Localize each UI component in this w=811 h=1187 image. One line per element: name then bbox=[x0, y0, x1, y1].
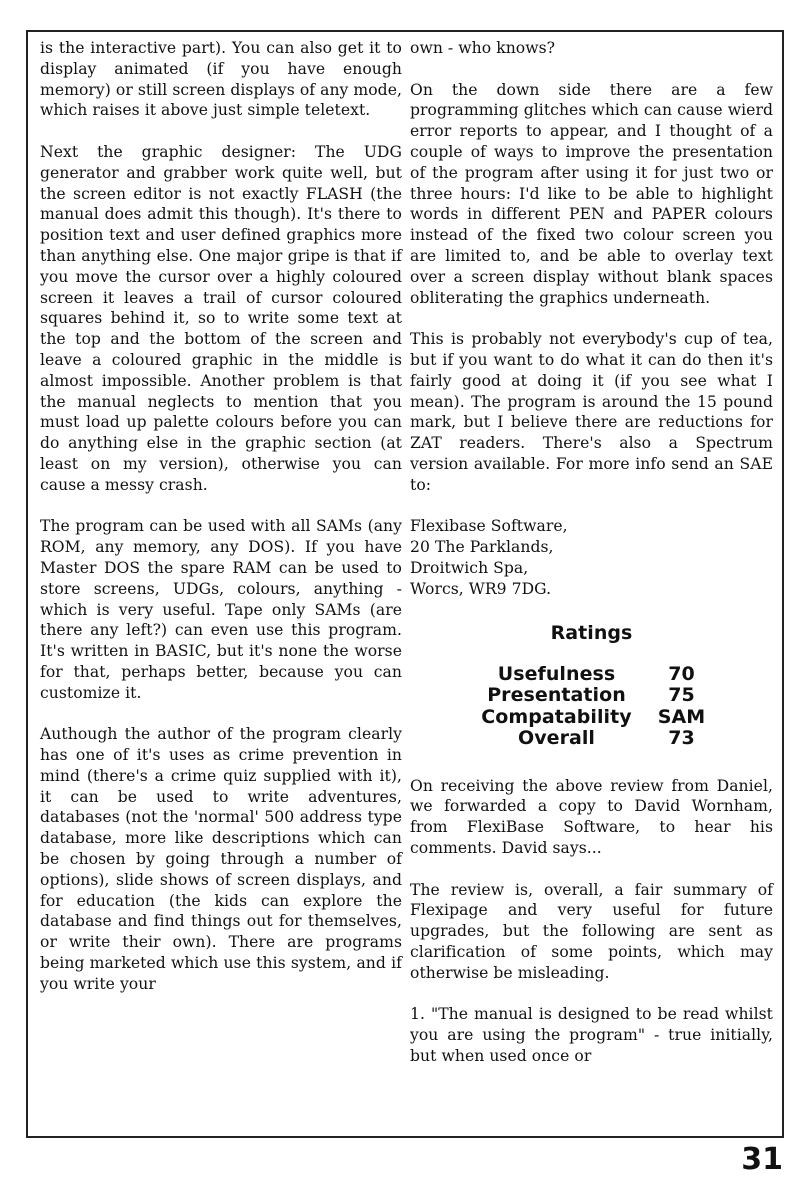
address-line: 20 The Parklands, bbox=[410, 538, 554, 557]
paragraph: The review is, overall, a fair summary of Flexipage and very useful for future upgrades, but the following are sent as clarification of some points, which may otherwise be misleading. bbox=[410, 880, 773, 982]
ratings-box bbox=[410, 620, 773, 750]
rating-row-usefulness bbox=[410, 664, 773, 686]
rating-row-compatability bbox=[410, 707, 773, 729]
paragraph: On the down side there are a few programming glitches which can cause wierd error reports to appear, and I thought of a couple of ways to improve the presentation of the program after using it for just two or three hours: I'd like to be able to highlight words in different PEN and PAPER colours instead of the fixed two colour screen you are limited to, and be able to overlay text over a screen display without blank spaces obliterating the graphics underneath. bbox=[410, 80, 773, 307]
paragraph: Authough the author of the program clearly has one of it's uses as crime prevention in mind (there's a crime quiz supplied with it), it can be used to write adventures, databases (not the 'normal' 500 address type database, more like descriptions which can be chosen by going through a number of options), slide shows of screen displays, and for education (the kids can explore the database and find things out for themselves, or write their own). There are programs being marketed which use this system, and if you write your bbox=[40, 725, 402, 993]
rating-name: Presentation bbox=[487, 684, 626, 707]
right-column bbox=[410, 38, 773, 1067]
ratings-title: Ratings bbox=[550, 621, 633, 644]
address-block bbox=[410, 516, 773, 599]
rating-row-presentation bbox=[410, 685, 773, 707]
paragraph: This is probably not everybody's cup of tea, but if you want to do what it can do then it's fairly good at doing it (if you see what I mean). The program is around the 15 pound mark, but I believe there are reductions for ZAT readers. There's also a Spectrum version available. For more info send an SAE to: bbox=[410, 330, 773, 494]
address-line: Droitwich Spa, bbox=[410, 558, 529, 577]
rating-value: SAM bbox=[657, 705, 706, 728]
paragraph: The program can be used with all SAMs (any ROM, any memory, any DOS). If you have Master DOS the spare RAM can be used to store screens, UDGs, colours, anything - which is very useful. Tape only SAMs (are there any left?) can even use this program. It's written in BASIC, but it's none the worse for that, perhaps better, because you can customize it. bbox=[40, 517, 402, 702]
address-line: Flexibase Software, bbox=[410, 517, 568, 536]
rating-name: Compatability bbox=[481, 705, 632, 728]
rating-value: 75 bbox=[668, 684, 695, 707]
paragraph: 1. "The manual is designed to be read whilst you are using the program" - true initially, but when used once or bbox=[410, 1005, 773, 1065]
left-column bbox=[40, 38, 402, 995]
rating-value: 70 bbox=[668, 662, 695, 685]
page-number: 31 bbox=[741, 1142, 783, 1177]
address-line: Worcs, WR9 7DG. bbox=[410, 579, 552, 598]
paragraph: On receiving the above review from Daniel, we forwarded a copy to David Wornham, from FlexiBase Software, to hear his comments. David says... bbox=[410, 776, 773, 857]
rating-row-overall bbox=[410, 728, 773, 750]
paragraph: Next the graphic designer: The UDG generator and grabber work quite well, but the screen editor is not exactly FLASH (the manual does admit this though). It's there to position text and user defined graphics more than anything else. One major gripe is that if you move the cursor over a highly coloured screen it leaves a trail of cursor coloured squares behind it, so to write some text at the top and the bottom of the screen and leave a coloured graphic in the middle is almost impossible. Another problem is that the manual neglects to mention that you must load up palette colours before you can do anything else in the graphic section (at least on my version), otherwise you can cause a messy crash. bbox=[40, 142, 402, 494]
rating-name: Overall bbox=[518, 727, 595, 750]
paragraph: own - who knows? bbox=[410, 39, 556, 57]
paragraph: is the interactive part). You can also get it to display animated (if you have enough memory) or still screen displays of any mode, which raises it above just simple teletext. bbox=[40, 39, 402, 120]
rating-name: Usefulness bbox=[497, 662, 616, 685]
rating-value: 73 bbox=[668, 727, 695, 750]
